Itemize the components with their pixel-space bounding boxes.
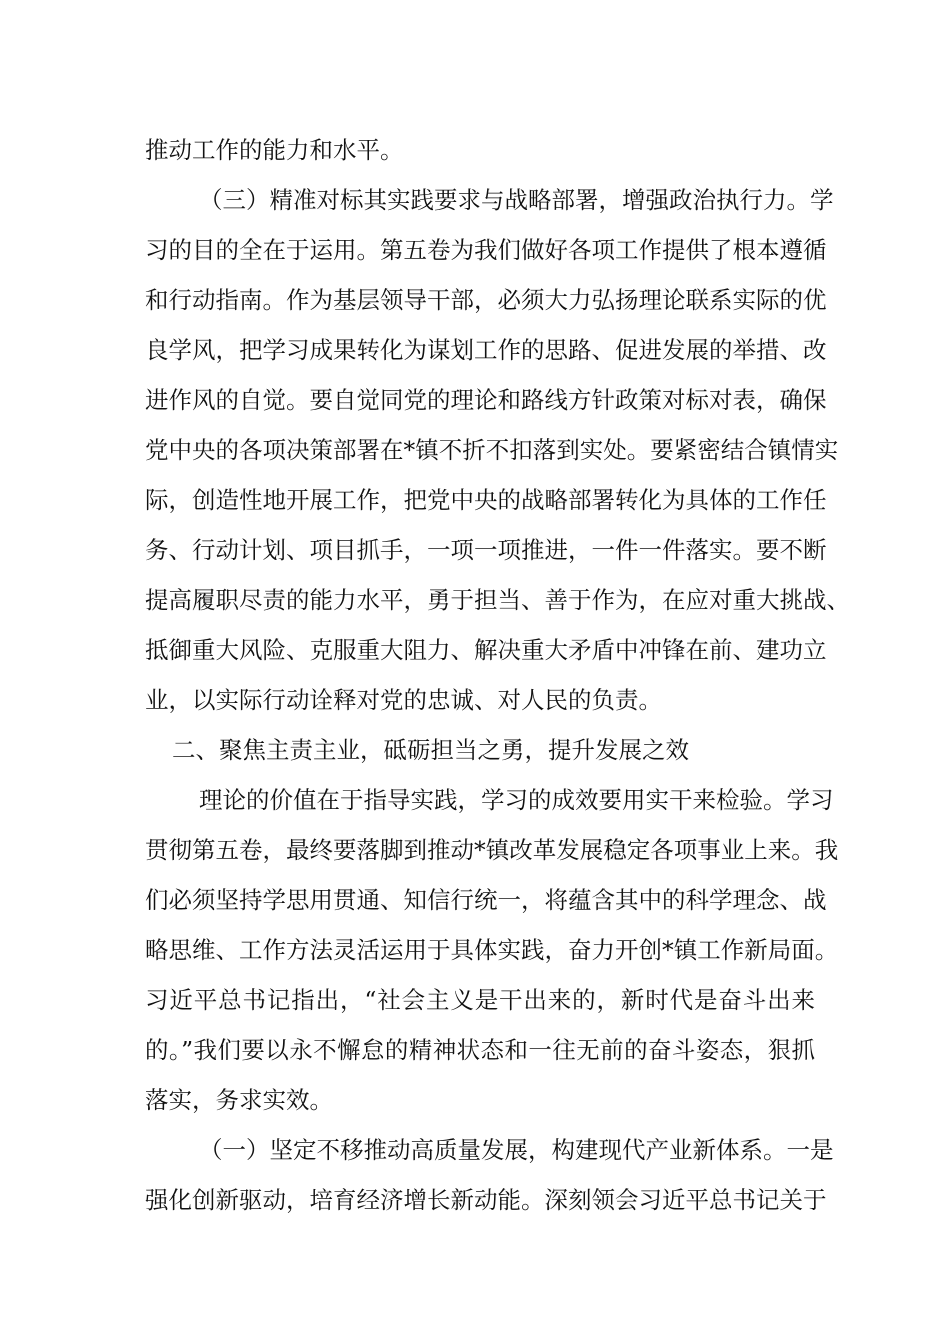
paragraph-line: 和行动指南。作为基层领导干部，必须大力弘扬理论联系实际的优	[145, 286, 827, 314]
paragraph-line: 的。”我们要以永不懈怠的精神状态和一往无前的奋斗姿态，狠抓	[145, 1036, 815, 1064]
paragraph-line: 贯彻第五卷，最终要落脚到推动*镇改革发展稳定各项事业上来。我	[145, 836, 839, 864]
paragraph-line: 强化创新驱动，培育经济增长新动能。深刻领会习近平总书记关于	[145, 1186, 827, 1214]
paragraph-line: 业，以实际行动诠释对党的忠诚、对人民的负责。	[145, 686, 662, 714]
section-heading: 二、聚焦主责主业，砥砺担当之勇，提升发展之效	[172, 736, 689, 764]
paragraph-line: 推动工作的能力和水平。	[145, 136, 404, 164]
paragraph-line: 习近平总书记指出，“社会主义是干出来的，新时代是奋斗出来	[145, 986, 815, 1014]
paragraph-line: （一）坚定不移推动高质量发展，构建现代产业新体系。一是	[199, 1136, 834, 1164]
document-body	[145, 125, 850, 1225]
paragraph-line: 抵御重大风险、克服重大阻力、解决重大矛盾中冲锋在前、建功立	[145, 636, 827, 664]
paragraph-line: 略思维、工作方法灵活运用于具体实践，奋力开创*镇工作新局面。	[145, 936, 839, 964]
paragraph-line: 习的目的全在于运用。第五卷为我们做好各项工作提供了根本遵循	[145, 236, 827, 264]
paragraph-line: 进作风的自觉。要自觉同党的理论和路线方针政策对标对表，确保	[145, 386, 827, 414]
paragraph-line: 务、行动计划、项目抓手，一项一项推进，一件一件落实。要不断	[145, 536, 827, 564]
paragraph-line: 理论的价值在于指导实践，学习的成效要用实干来检验。学习	[199, 786, 834, 814]
paragraph-line: 们必须坚持学思用贯通、知信行统一，将蕴含其中的科学理念、战	[145, 886, 827, 914]
paragraph-line: 际，创造性地开展工作，把党中央的战略部署转化为具体的工作任	[145, 486, 827, 514]
paragraph-line: （三）精准对标其实践要求与战略部署，增强政治执行力。学	[199, 186, 834, 214]
paragraph-line: 提高履职尽责的能力水平，勇于担当、善于作为，在应对重大挑战、	[145, 586, 850, 614]
paragraph-line: 良学风，把学习成果转化为谋划工作的思路、促进发展的举措、改	[145, 336, 827, 364]
paragraph-line: 党中央的各项决策部署在*镇不折不扣落到实处。要紧密结合镇情实	[145, 436, 839, 464]
paragraph-line: 落实，务求实效。	[145, 1086, 333, 1114]
